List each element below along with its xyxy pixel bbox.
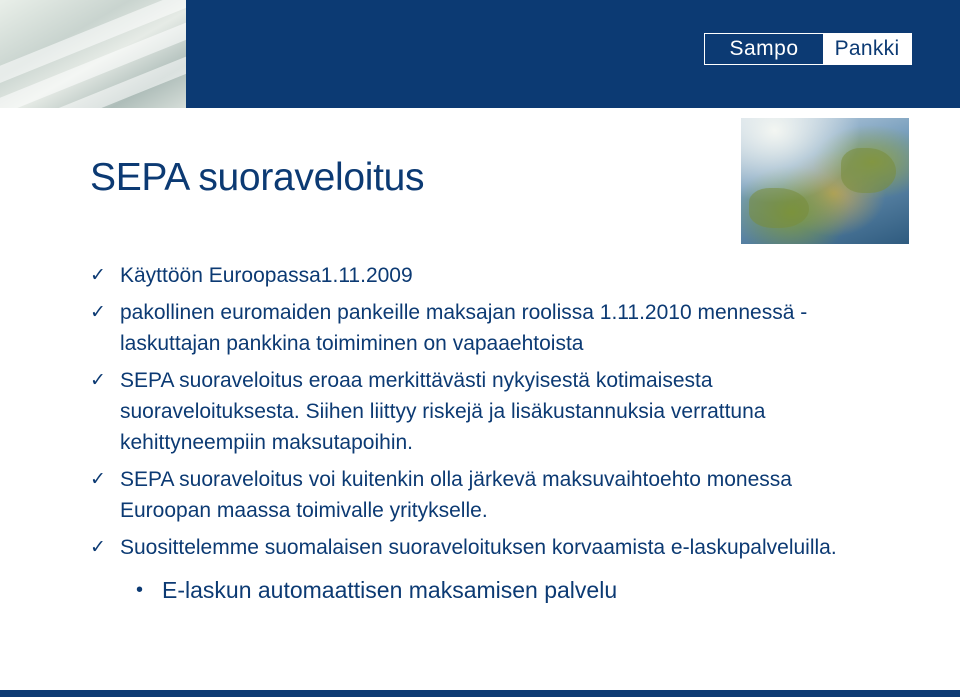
checkmark-icon: ✓ [90, 369, 106, 391]
logo-text-sampo: Sampo [705, 34, 823, 64]
list-item [90, 297, 880, 359]
list-item-text: SEPA suoraveloitus voi kuitenkin olla järkevä maksuvaihtoehto monessa Euroopan maassa toimivalle yritykselle. [120, 468, 792, 522]
checkmark-icon: ✓ [90, 301, 106, 323]
list-item-text: SEPA suoraveloitus eroaa merkittävästi nykyisestä kotimaisesta suoraveloituksesta. Siihen liittyy riskejä ja lisäkustannuksia verrattuna kehittyneempiin maksutapoihin. [120, 369, 766, 454]
checkmark-icon: ✓ [90, 468, 106, 490]
list-item [90, 365, 880, 458]
checkmark-icon: ✓ [90, 264, 106, 286]
list-item-text: pakollinen euromaiden pankeille maksajan roolissa 1.11.2010 mennessä - laskuttajan pankkina toimiminen on vapaaehtoista [120, 301, 808, 355]
decorative-corner-image [0, 0, 186, 108]
sub-list-item-text: E-laskun automaattisen maksamisen palvelu [162, 577, 618, 603]
list-item-text: Käyttöön Euroopassa1.11.2009 [120, 264, 413, 287]
sampo-pankki-logo [704, 33, 912, 65]
slide-title: SEPA suoraveloitus [90, 156, 425, 199]
list-item [90, 532, 880, 563]
footer-bar [0, 690, 960, 697]
globe-image [741, 118, 909, 244]
list-item [90, 260, 880, 291]
bullet-list [90, 260, 880, 606]
sub-list-item [90, 575, 880, 606]
logo-text-pankki: Pankki [823, 34, 911, 64]
dot-icon: • [136, 579, 144, 601]
list-item [90, 464, 880, 526]
checkmark-icon: ✓ [90, 536, 106, 558]
list-item-text: Suosittelemme suomalaisen suoraveloituksen korvaamista e-laskupalveluilla. [120, 536, 837, 559]
